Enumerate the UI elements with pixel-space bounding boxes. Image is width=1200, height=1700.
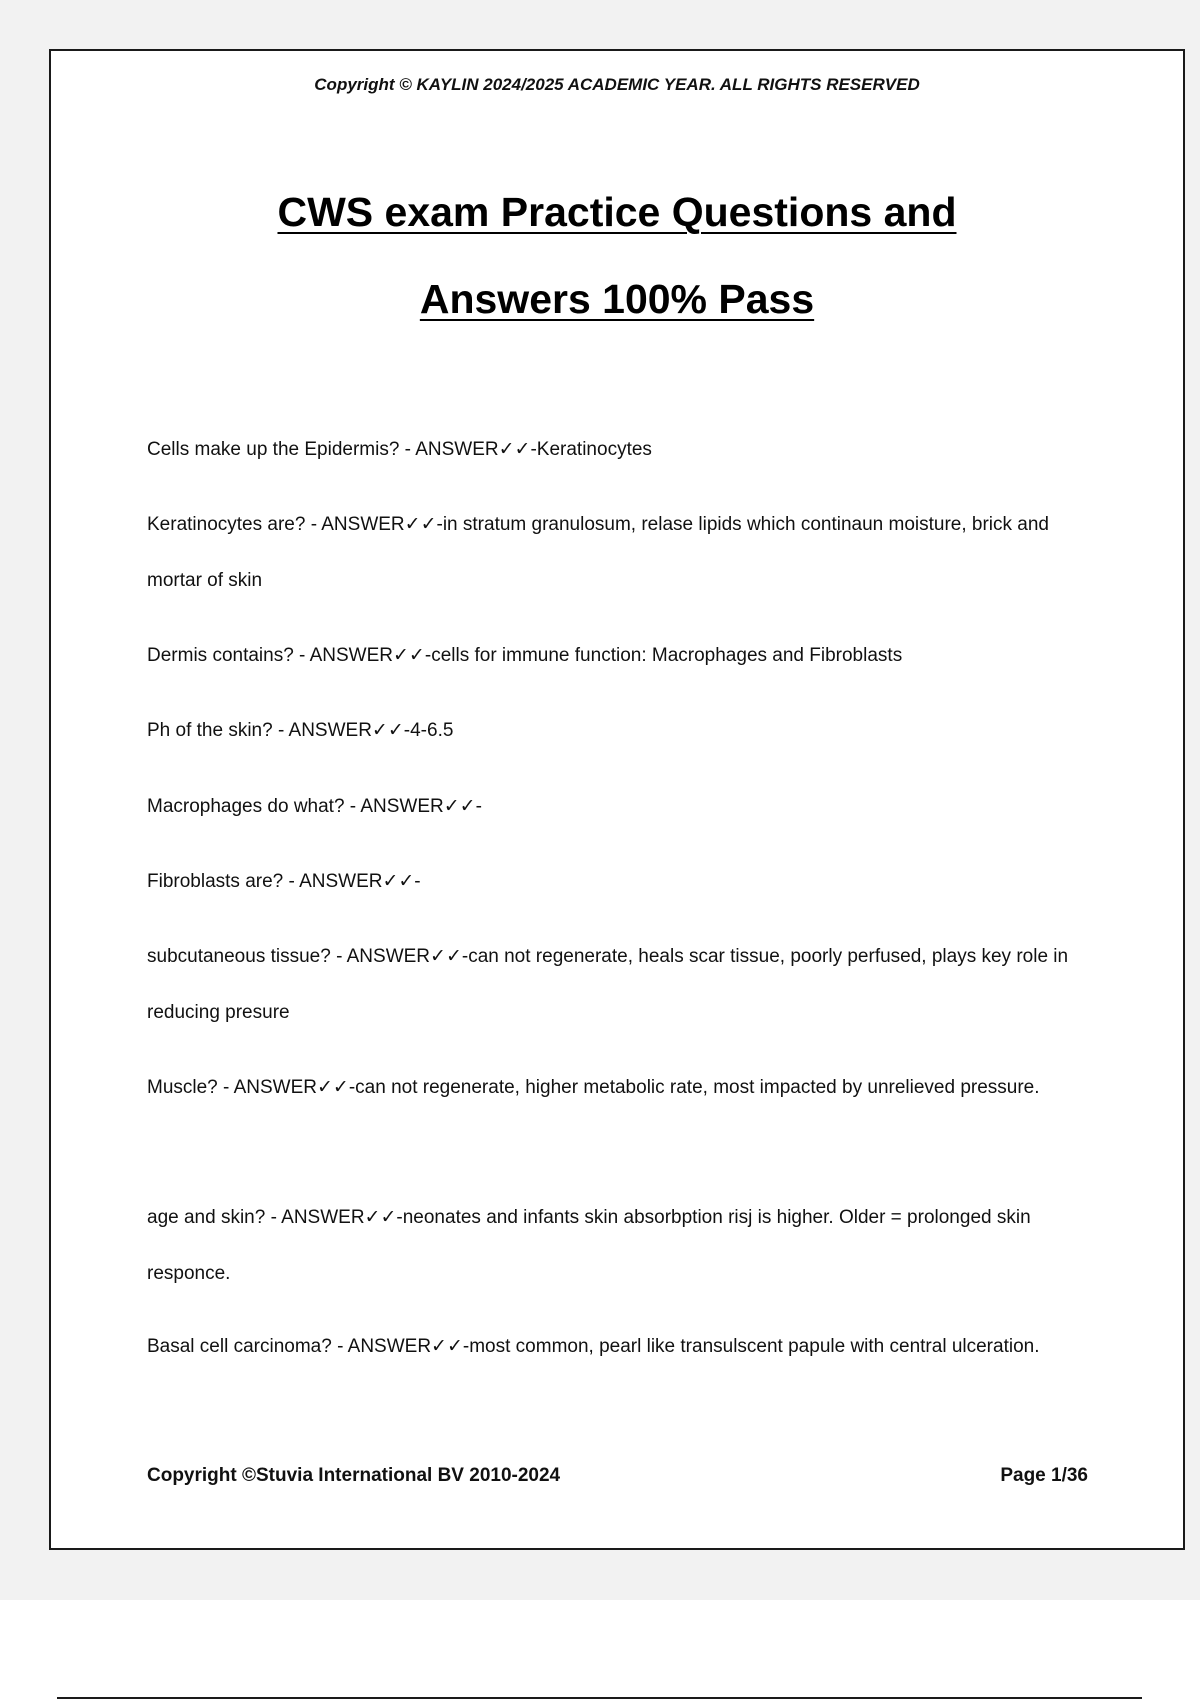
- answer-text: can not regenerate, higher metabolic rate, most impacted by unrelieved pressure.: [355, 1077, 1040, 1098]
- qa-item: [147, 929, 1093, 1041]
- answer-text: neonates and infants skin absorbption risj is higher. Older = prolonged skin responce.: [147, 1207, 1031, 1284]
- qa-item: [147, 1060, 1093, 1116]
- qa-item: [147, 854, 1093, 910]
- answer-marker: - ANSWER✓✓-: [293, 645, 432, 666]
- question-text: Dermis contains?: [147, 645, 294, 666]
- question-text: subcutaneous tissue?: [147, 946, 331, 967]
- title-line-1: CWS exam Practice Questions and: [277, 189, 957, 235]
- qa-item: [147, 628, 1093, 684]
- title-line-2: Answers 100% Pass: [419, 276, 815, 322]
- answer-marker: - ANSWER✓✓-: [330, 946, 469, 967]
- question-text: age and skin?: [147, 1207, 266, 1228]
- answer-marker: - ANSWER✓✓-: [265, 1207, 403, 1228]
- answer-marker: - ANSWER✓✓-: [283, 871, 421, 892]
- qa-item: [147, 779, 1093, 835]
- qa-list: [147, 51, 1093, 1357]
- question-text: Keratinocytes are?: [147, 514, 306, 535]
- answer-marker: - ANSWER✓✓-: [344, 796, 482, 817]
- qa-item: [147, 422, 1093, 478]
- question-text: Ph of the skin?: [147, 720, 273, 741]
- answer-marker: - ANSWER✓✓-: [399, 439, 537, 460]
- answer-text: Keratinocytes: [536, 439, 652, 460]
- answer-text: cells for immune function: Macrophages and Fibroblasts: [431, 645, 903, 666]
- answer-text: in stratum granulosum, relase lipids which continaun moisture, brick and mortar of skin: [147, 514, 1050, 591]
- answer-marker: - ANSWER✓✓-: [305, 514, 443, 535]
- answer-marker: - ANSWER✓✓-: [272, 720, 411, 741]
- answer-marker: - ANSWER✓✓-: [331, 1336, 470, 1357]
- answer-text: can not regenerate, heals scar tissue, poorly perfused, plays key role in reducing presure: [147, 946, 1069, 1023]
- qa-item: [147, 703, 1093, 759]
- footer-copyright: Copyright ©Stuvia International BV 2010-2024: [147, 1465, 561, 1486]
- question-text: Cells make up the Epidermis?: [147, 439, 400, 460]
- qa-item: [147, 1319, 1093, 1375]
- page-indicator: Page 1/36: [1000, 1465, 1088, 1486]
- question-text: Macrophages do what?: [147, 796, 345, 817]
- qa-item: [147, 497, 1093, 609]
- answer-marker: - ANSWER✓✓-: [217, 1077, 356, 1098]
- answer-text: most common, pearl like transulscent papule with central ulceration.: [469, 1336, 1040, 1357]
- question-text: Muscle?: [147, 1077, 218, 1098]
- next-page-divider: [57, 1697, 1142, 1699]
- header-copyright: Copyright © KAYLIN 2024/2025 ACADEMIC YEAR. ALL RIGHTS RESERVED: [314, 75, 920, 94]
- qa-item: [147, 1190, 1093, 1302]
- question-text: Fibroblasts are?: [147, 871, 284, 892]
- answer-text: 4-6.5: [410, 720, 454, 741]
- question-text: Basal cell carcinoma?: [147, 1336, 332, 1357]
- document-page: [49, 49, 1185, 1550]
